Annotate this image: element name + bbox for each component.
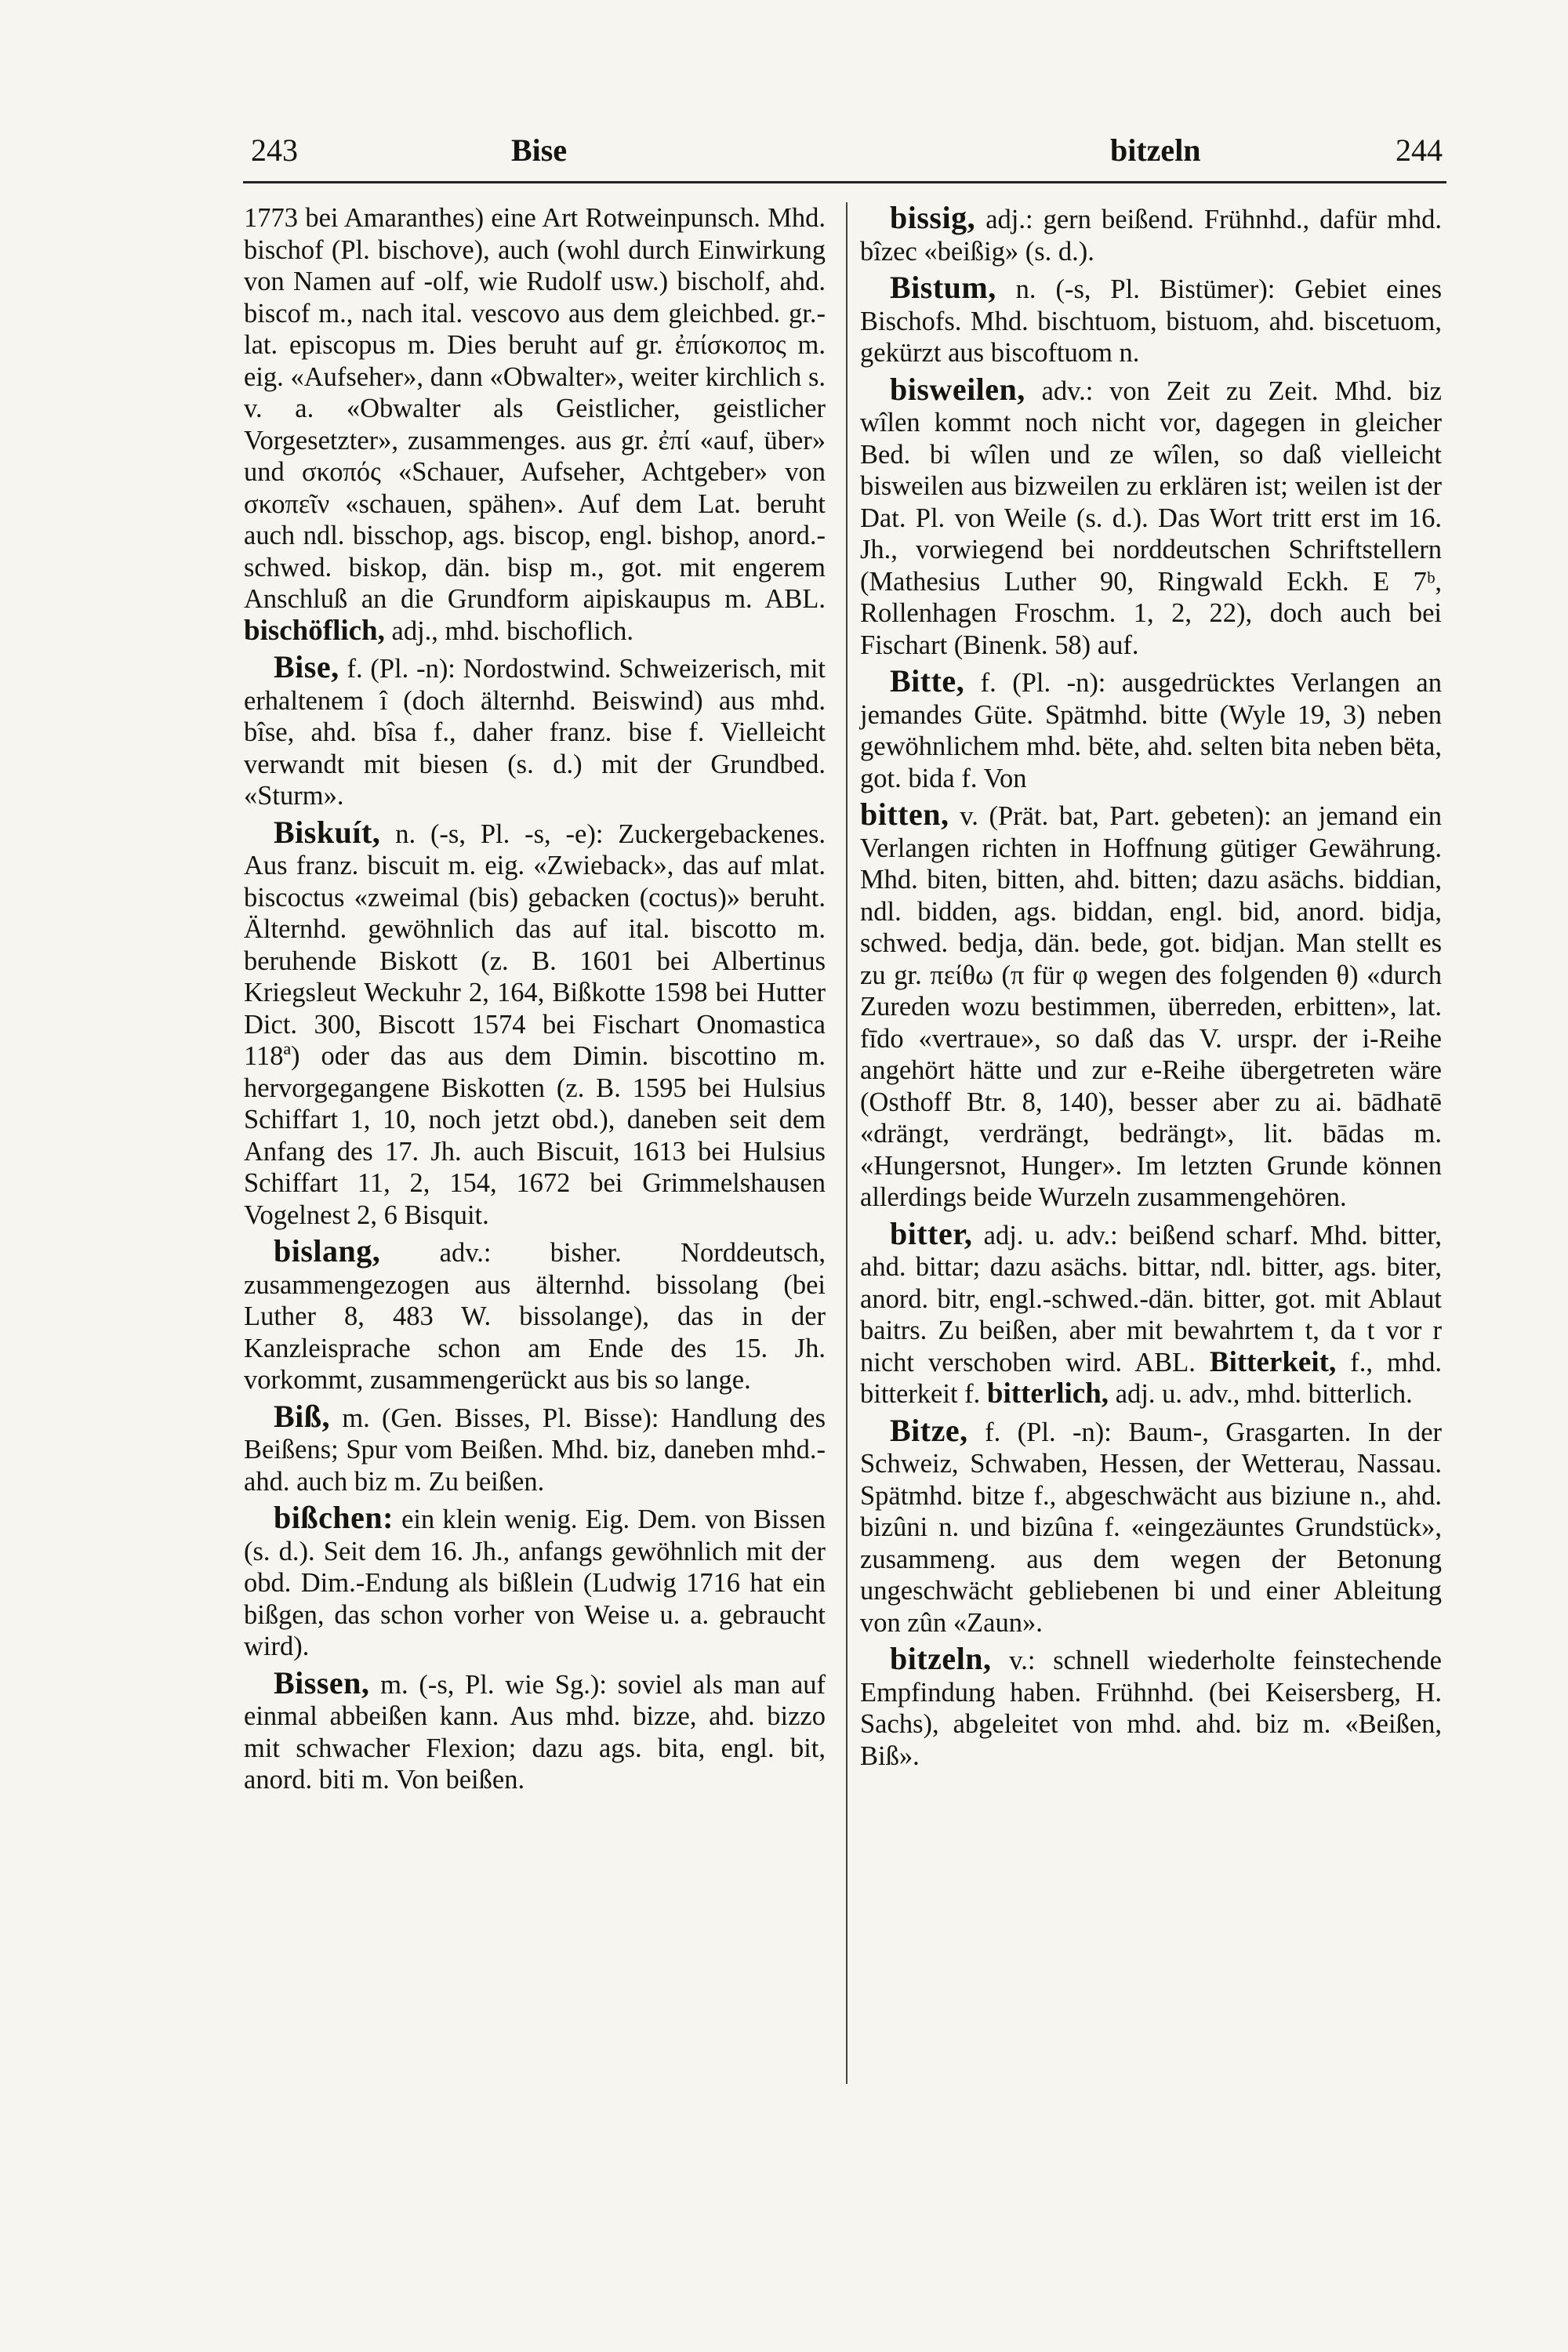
- entry-text: m. (Gen. Bisses, Pl. Bisse): Handlung des Beißens; Spur vom Beißen. Mhd. biz, daneben mhd.-ahd. auch biz m. Zu beißen.: [244, 1403, 826, 1497]
- entry-headword: Bissen,: [274, 1664, 370, 1700]
- entry-bislang: [244, 1233, 826, 1396]
- entry-text: adv.: von Zeit zu Zeit. Mhd. biz wîlen kommt noch nicht vor, dagegen in gleicher Bed. bi wîlen und ze wîlen, so daß vielleicht bisweilen aus bizweilen zu erklären ist; weilen ist der Dat. Pl. von Weile (s. d.). Das Wort tritt erst im 16. Jh., vorwiegend bei norddeutschen Schriftstellern (Mathesius Luther 90, Ringwald Eckh. E 7ᵇ, Rollenhagen Froschm. 1, 2, 22), doch auch bei Fischart (Binenk. 58) auf.: [860, 376, 1442, 660]
- right-column: [860, 202, 1442, 1777]
- entry-bitten: [860, 799, 1442, 1214]
- derived-headword: bischöflich,: [244, 614, 385, 647]
- entry-headword: Bise,: [274, 649, 339, 684]
- entry-biss: [244, 1398, 826, 1498]
- entry-headword: bissig,: [890, 200, 976, 235]
- running-headword-right: bitzeln: [1110, 132, 1201, 168]
- entry-text: adj. u. adv., mhd. bitterlich.: [1115, 1379, 1413, 1409]
- entry-bise: [244, 649, 826, 812]
- entry-text: adj. u. adv.: beißend scharf. Mhd. bitter, ahd. bittar; dazu asächs. bittar, ndl. bitter, ags. biter, anord. bitr, engl.-schwed.-dän. bitter, got. mit Ablaut baitrs. Zu beißen, aber mit bewahrtem t, da t vor r nicht verschoben wird. ABL.: [860, 1220, 1442, 1377]
- page-number-left: 243: [251, 132, 298, 168]
- running-header: [251, 132, 1443, 179]
- entry-biskuit: [244, 814, 826, 1232]
- entry-text: v.: schnell wiederholte feinstechende Empfindung haben. Frühnhd. (bei Keisersberg, H. Sachs), abgeleitet von mhd. ahd. biz m. «Beißen, Biß».: [860, 1646, 1442, 1771]
- entry-text: f., mhd. bitterkeit f.: [860, 1347, 1443, 1409]
- entry-headword: Biß,: [274, 1398, 331, 1434]
- entry-text: adj., mhd. bischoflich.: [391, 615, 634, 646]
- entry-headword: Bitte,: [890, 663, 965, 699]
- entry-headword: Bistum,: [890, 270, 996, 305]
- entry-bitter: [860, 1215, 1443, 1410]
- entry-text: v. (Prät. bat, Part. gebeten): an jemand ein Verlangen richten in Hoffnung gütiger Gewährung. Mhd. biten, bitten, ahd. bitten; dazu asächs. biddian, ndl. bidden, ags. biddan, engl. bid, anord. bidja, schwed. bedja, dän. bede, got. bidjan. Man stellt es zu gr. πείθω (π für φ wegen des folgenden θ) «durch Zureden wozu bestimmen, überreden, erbitten», lat. fīdo «vertraue», so daß das V. urspr. der i-Reihe angehört hätte und zur e-Reihe übergetreten wäre (Osthoff Btr. 8, 140), besser aber zu ai. bādhatē «drängt, verdrängt, bedrängt», lit. bādas m. «Hungersnot, Hunger». Im letzten Grunde können allerdings beide Wurzeln zusammengehören.: [860, 801, 1442, 1212]
- entry-headword: bißchen:: [274, 1500, 394, 1535]
- page-number-right: 244: [1396, 132, 1443, 168]
- entry-bisschen: [244, 1502, 826, 1663]
- entry-text: f. (Pl. -n): Nordostwind. Schweizerisch, mit erhaltenem î (doch älternhd. Beiswind) aus mhd. bîse, ahd. bîsa f., daher franz. bise f. Vielleicht verwandt mit biesen (s. d.) mit der Grundbed. «Sturm».: [244, 654, 826, 811]
- entry-bitzeln: [860, 1643, 1442, 1772]
- entry-text: n. (-s, Pl. Bistümer): Gebiet eines Bischofs. Mhd. bischtuom, bistuom, ahd. biscetuom, gekürzt aus biscoftuom n.: [860, 274, 1442, 368]
- header-rule: [243, 181, 1446, 183]
- entry-headword: Bitze,: [890, 1412, 968, 1448]
- entry-text: 1773 bei Amaranthes) eine Art Rotweinpunsch. Mhd. bischof (Pl. bischove), auch (wohl durch Einwirkung von Namen auf -olf, wie Rudolf usw.) bischolf, ahd. biscof m., nach ital. vescovo aus dem gleichbed. gr.-lat. episcopus m. Dies beruht auf gr. ἐπίσκοπος m. eig. «Aufseher», dann «Obwalter», weiter kirchlich s. v. a. «Obwalter als Geistlicher, geistlicher Vorgesetzter», zusammenges. aus gr. ἐπί «auf, über» und σκοπός «Schauer, Aufseher, Achtgeber» von σκοπεῖν «schauen, spähen». Auf dem Lat. beruht auch ndl. bisschop, ags. biscop, engl. bishop, anord.-schwed. biskop, dän. bisp m., got. mit engerem Anschluß an die Grundform aipiskaupus m. ABL.: [244, 203, 826, 614]
- entry-text: f. (Pl. -n): Baum-, Grasgarten. In der Schweiz, Schwaben, Hessen, der Wetterau, Nassau. Spätmhd. bitze f., abgeschwächt aus biziune n., ahd. bizûni n. und bizûna f. «eingezäuntes Grundstück», zusammeng. aus dem wegen der Betonung ungeschwächt gebliebenen bi und einer Ableitung von zûn «Zaun».: [860, 1417, 1442, 1638]
- entry-text: n. (-s, Pl. -s, -e): Zuckergebackenes. Aus franz. biscuit m. eig. «Zwieback», das auf mlat. biscoctus «zweimal (bis) gebacken (coctus)» beruht. Älternhd. gewöhnlich das auf ital. biscotto m. beruhende Biskott (z. B. 1601 bei Albertinus Kriegsleut Weckuhr 2, 164, Bißkotte 1598 bei Hutter Dict. 300, Biscott 1574 bei Fischart Onomastica 118ª) oder das aus dem Dimin. biscottino m. hervorgegangene Biskotten (z. B. 1595 bei Hulsius Schiffart 1, 10, noch jetzt obd.), daneben seit dem Anfang des 17. Jh. auch Biscuit, 1613 bei Hulsius Schiffart 11, 2, 154, 1672 bei Grimmelshausen Vogelnest 2, 6 Bisquit.: [244, 818, 826, 1230]
- derived-headword: Bitterkeit,: [1209, 1345, 1337, 1378]
- entry-bissig: [860, 202, 1442, 267]
- entry-text: m. (-s, Pl. wie Sg.): soviel als man auf einmal abbeißen kann. Aus mhd. bizze, ahd. bizzo mit schwacher Flexion; dazu ags. bita, engl. bit, anord. biti m. Von beißen.: [244, 1669, 826, 1795]
- entry-headword: bislang,: [274, 1233, 381, 1269]
- entry-headword: bitten,: [860, 797, 949, 832]
- entry-headword: bitter,: [890, 1215, 973, 1251]
- entry-bitze: [860, 1412, 1442, 1639]
- entry-text: adj.: gern beißend. Frühnhd., dafür mhd. bîzec «beißig» (s. d.).: [860, 205, 1442, 267]
- entry-text: f. (Pl. -n): ausgedrücktes Verlangen an jemandes Güte. Spätmhd. bitte (Wyle 19, 3) neben gewöhnlichem mhd. bëte, ahd. selten bita neben bëta, got. bida f. Von: [860, 668, 1442, 793]
- entry-text: adv.: bisher. Norddeutsch, zusammengezogen aus älternhd. bissolang (bei Luther 8, 483 W. bissolange), das in der Kanzleisprache schon am Ende des 15. Jh. vorkommt, zusammengerückt aus bis so lange.: [244, 1238, 826, 1395]
- entry-bistum: [860, 272, 1442, 369]
- entry-continuation: [244, 202, 826, 647]
- running-headword-left: Bise: [511, 132, 568, 168]
- entry-headword: bitzeln,: [890, 1641, 992, 1676]
- column-divider: [846, 202, 848, 2084]
- entry-bitte: [860, 663, 1442, 794]
- entry-headword: Biskuít,: [274, 814, 381, 850]
- left-column: [244, 202, 826, 1801]
- entry-bisweilen: [860, 371, 1442, 662]
- entry-headword: bisweilen,: [890, 371, 1025, 407]
- entry-bissen: [244, 1664, 826, 1796]
- derived-headword: bitterlich,: [986, 1377, 1109, 1410]
- entry-text: ein klein wenig. Eig. Dem. von Bissen (s. d.). Seit dem 16. Jh., anfangs gewöhnlich mit der obd. Dim.-Endung als bißlein (Ludwig 1716 hat ein bißgen, das schon vorher von Weise u. a. gebraucht wird).: [244, 1504, 826, 1661]
